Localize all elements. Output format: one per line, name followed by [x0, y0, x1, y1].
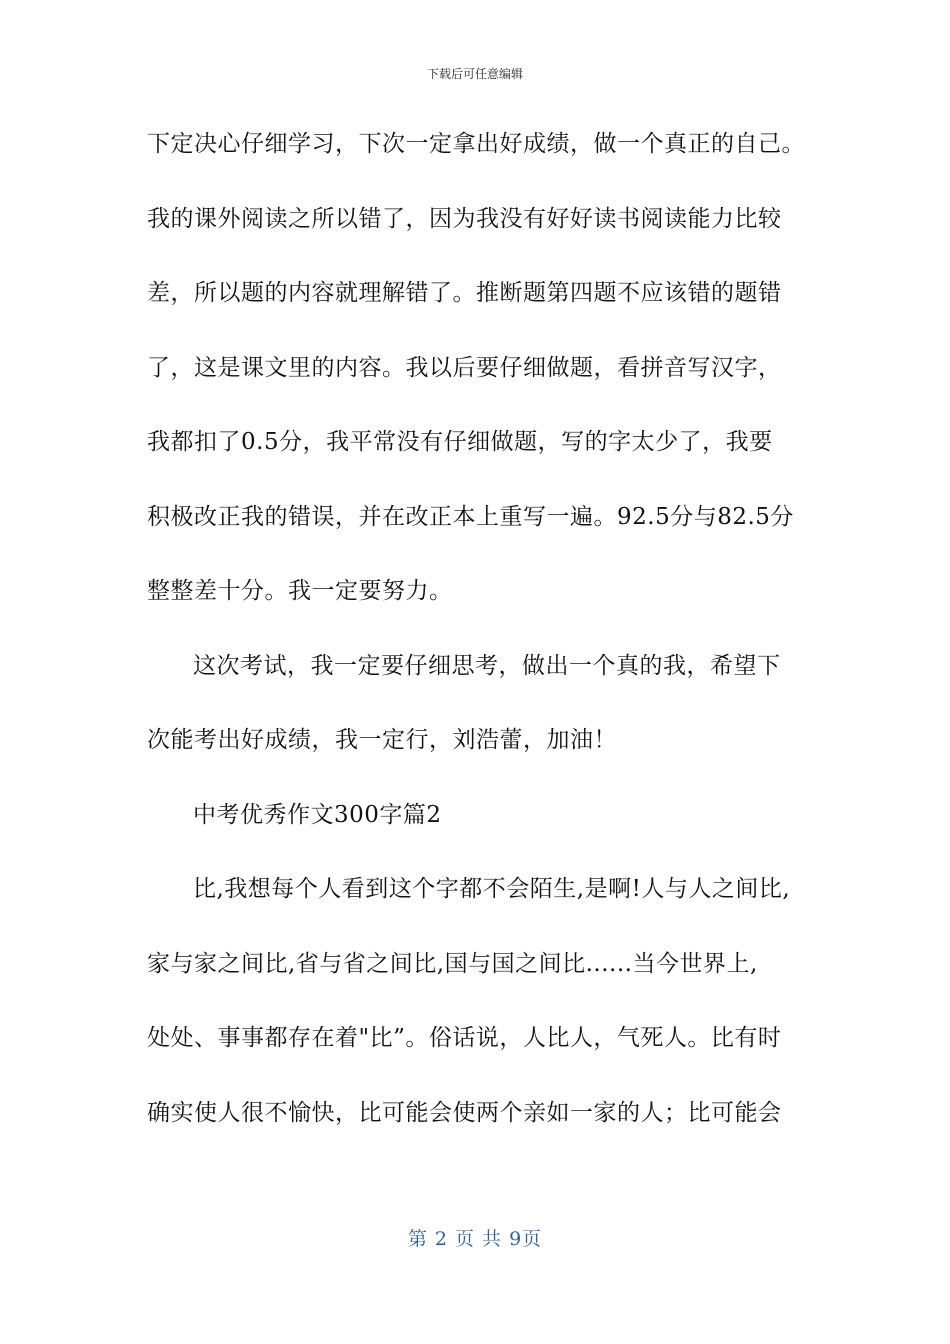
text-line: 处处、事事都存在着"比”。俗话说，人比人，气死人。比有时: [147, 1025, 782, 1051]
paragraph-start-line: 这次考试，我一定要仔细思考，做出一个真的我，希望下: [193, 652, 781, 679]
text-line: 家与家之间比,省与省之间比,国与国之间比......当今世界上,: [147, 950, 758, 977]
text-line: 下定决心仔细学习，下次一定拿出好成绩，做一个真正的自己。: [147, 131, 805, 157]
section-heading: 中考优秀作文300字篇2: [193, 801, 442, 828]
document-body: [147, 122, 827, 1165]
text-line: 我都扣了0.5分，我平常没有仔细做题，写的字太少了，我要: [147, 429, 773, 455]
page-number-footer: 第 2 页 共 9页: [407, 1228, 543, 1250]
text-line: 积极改正我的错误，并在改正本上重写一遍。92.5分与82.5分: [147, 503, 794, 530]
text-line: 次能考出好成绩，我一定行，刘浩蕾，加油！: [147, 727, 617, 753]
text-line: 了，这是课文里的内容。我以后要仔细做题，看拼音写汉字，: [147, 354, 782, 381]
text-line: 整整差十分。我一定要努力。: [147, 578, 453, 604]
text-line: 我的课外阅读之所以错了，因为我没有好好读书阅读能力比较: [147, 205, 782, 232]
text-line: 确实使人很不愉快，比可能会使两个亲如一家的人；比可能会: [147, 1099, 782, 1126]
page-header: 下载后可任意编辑: [426, 67, 523, 81]
text-line: 差，所以题的内容就理解错了。推断题第四题不应该错的题错: [147, 280, 782, 306]
paragraph-start-line: 比,我想每个人看到这个字都不会陌生,是啊!人与人之间比,: [193, 876, 791, 902]
